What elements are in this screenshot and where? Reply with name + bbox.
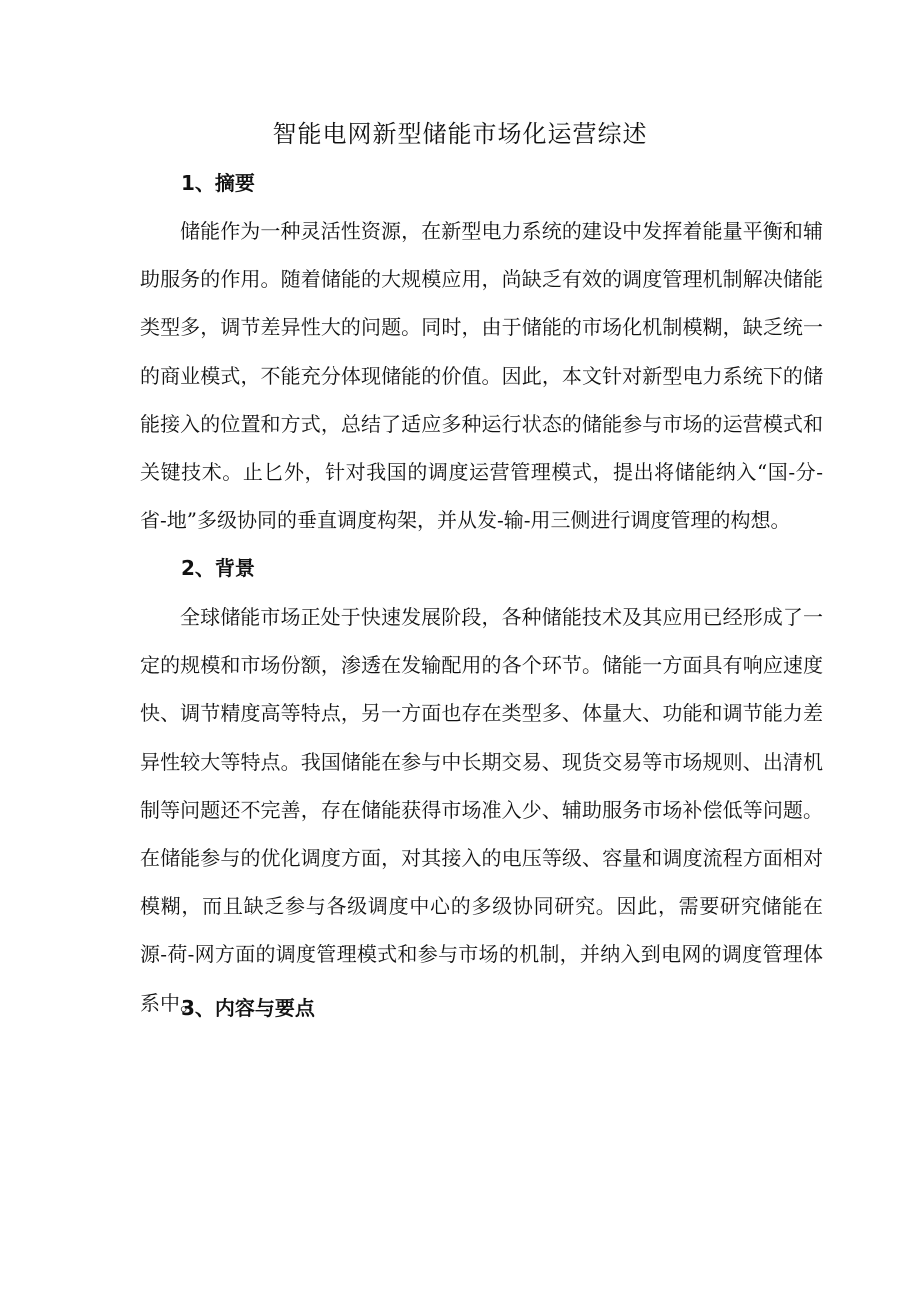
abstract-paragraph: 储能作为一种灵活性资源，在新型电力系统的建设中发挥着能量平衡和辅助服务的作用。随着储能的大规模应用，尚缺乏有效的调度管理机制解决储能类型多，调节差异性大的问题。同时，由于储能的市场化机制模糊，缺乏统一的商业模式，不能充分体现储能的价值。因此，本文针对新型电力系统下的储能接入的位置和方式，总结了适应多种运行状态的储能参与市场的运营模式和关键技术。止匕外，针对我国的调度运营管理模式，提出将储能纳入“国-分-省-地”多级协同的垂直调度构架，并从发-输-用三侧进行调度管理的构想。 — [140, 219, 823, 533]
background-paragraph: 全球储能市场正处于快速发展阶段，各种储能技术及其应用已经形成了一定的规模和市场份额，渗透在发输配用的各个环节。储能一方面具有响应速度快、调节精度高等特点，另一方面也存在类型多、体量大、功能和调节能力差异性较大等特点。我国储能在参与中长期交易、现货交易等市场规则、出清机制等问题还不完善，存在储能获得市场准入少、辅助服务市场补偿低等问题。在储能参与的优化调度方面，对其接入的电压等级、容量和调度流程方面相对模糊，而且缺乏参与各级调度中心的多级协同研究。因此，需要研究储能在源-荷-网方面的调度管理模式和参与市场的机制，并纳入到电网的调度管理体系中。 — [140, 605, 823, 1015]
document-title: 智能电网新型储能市场化运营综述 — [272, 120, 648, 148]
section-heading-abstract: 1、摘要 — [181, 171, 255, 195]
section-heading-content: 3、内容与要点 — [181, 996, 315, 1020]
section-heading-background: 2、背景 — [181, 556, 255, 580]
